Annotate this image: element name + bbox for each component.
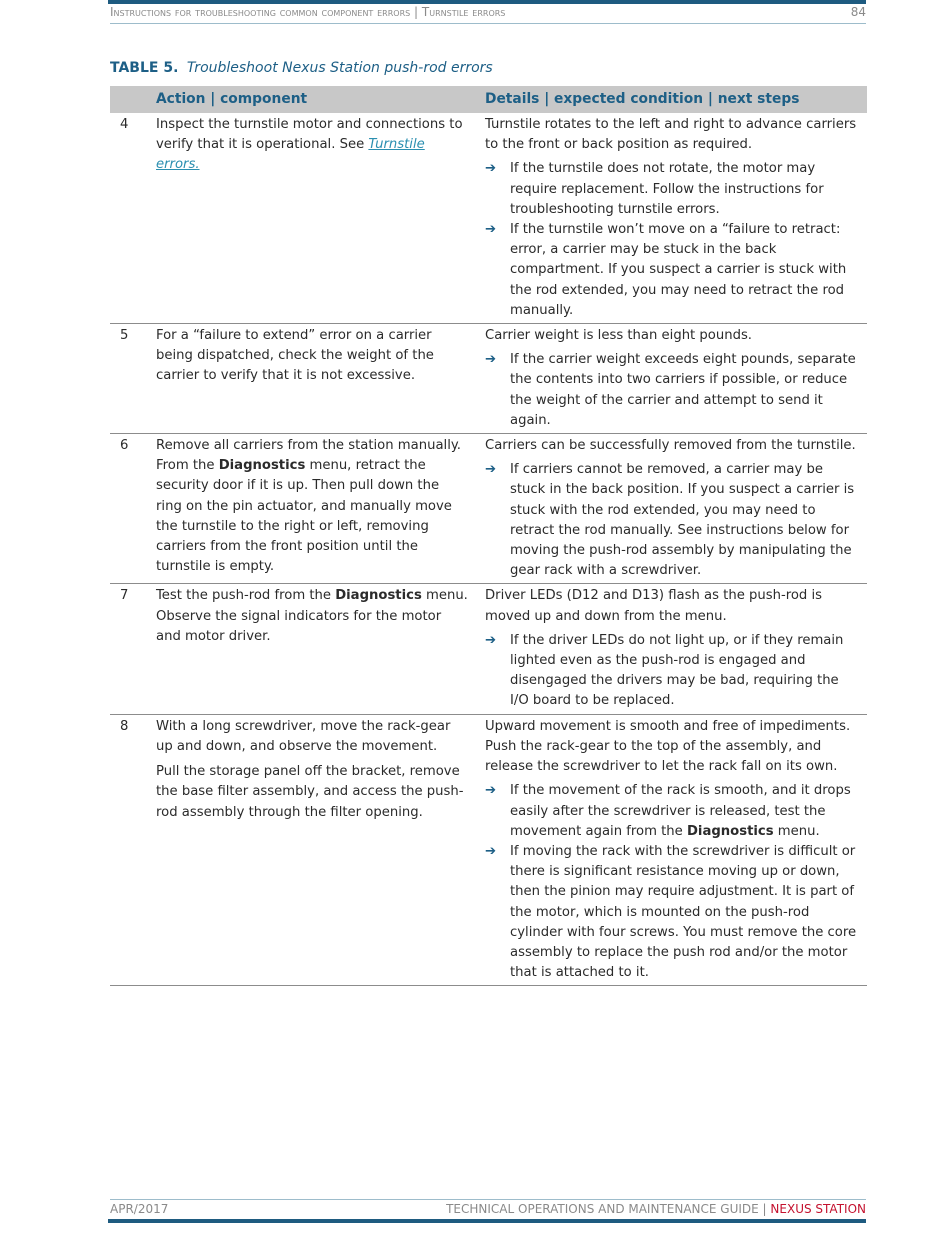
- action-text: Inspect the turnstile motor and connections to verify that it is operational. See Turnstile errors.: [156, 117, 463, 173]
- row-number: 4: [110, 113, 148, 324]
- list-item: ➔ If the turnstile does not rotate, the motor may require replacement. Follow the instructions for troubleshooting turnstile errors.: [485, 161, 824, 217]
- list-item: ➔ If the driver LEDs do not light up, or if they remain lighted even as the push-rod is engaged and disengaged the drivers may be bad, requiring the I/O board to be replaced.: [485, 632, 844, 709]
- expected-condition: Driver LEDs (D12 and D13) flash as the push-rod is moved up and down from the menu.: [485, 588, 823, 624]
- action-cell: [148, 324, 477, 434]
- next-steps: [485, 460, 859, 581]
- action-text: With a long screwdriver, move the rack-gear up and down, and observe the movement.: [156, 718, 451, 754]
- next-steps: [485, 631, 859, 712]
- row-number: 7: [110, 584, 148, 714]
- table-row: [110, 113, 867, 324]
- next-steps: [485, 350, 859, 431]
- footer-product: NEXUS STATION: [770, 1202, 866, 1216]
- header-details: Details | expected condition | next steps: [477, 86, 867, 113]
- list-item: ➔ If the turnstile won’t move on a “failure to retract: error, a carrier may be stuck in the back compartment. If you suspect a carrier is stuck with the rod extended, you may need to retract the rod manually.: [485, 222, 847, 318]
- diagnostics-term: Diagnostics: [686, 823, 774, 839]
- details-cell: [477, 434, 867, 584]
- expected-condition: Turnstile rotates to the left and right to advance carriers to the front or back position as required.: [485, 117, 857, 153]
- next-steps: [485, 159, 859, 321]
- troubleshoot-table: [110, 86, 867, 986]
- diagnostics-term: Diagnostics: [335, 588, 422, 604]
- bottom-rule: [108, 1219, 866, 1223]
- diagnostics-term: Diagnostics: [218, 458, 306, 474]
- turnstile-errors-link[interactable]: Turnstile errors.: [156, 137, 425, 173]
- table-row: [110, 434, 867, 584]
- action-text: For a “failure to extend” error on a carrier being dispatched, check the weight of the carrier to verify that it is not excessive.: [156, 328, 434, 384]
- row-number: 6: [110, 434, 148, 584]
- list-item: ➔ If the carrier weight exceeds eight pounds, separate the contents into two carriers if possible, or reduce the weight of the carrier and attempt to send it again.: [485, 352, 856, 428]
- header-action: Action | component: [148, 86, 477, 113]
- footer-guide: [446, 1202, 866, 1216]
- action-cell: [148, 434, 477, 584]
- table-header-row: [110, 86, 867, 113]
- right-arrow-icon: ➔: [485, 462, 497, 478]
- expected-condition: Carrier weight is less than eight pounds.: [485, 328, 753, 344]
- row-number: 8: [110, 714, 148, 986]
- right-arrow-icon: ➔: [485, 352, 497, 368]
- right-arrow-icon: ➔: [485, 161, 497, 177]
- header-num: [110, 86, 148, 113]
- right-arrow-icon: ➔: [485, 783, 497, 799]
- expected-condition: Carriers can be successfully removed from the turnstile.: [485, 438, 856, 454]
- right-arrow-icon: ➔: [485, 222, 497, 238]
- running-head-title: Instructions for troubleshooting common component errors | Turnstile errors: [110, 5, 506, 19]
- list-item: ➔ If moving the rack with the screwdriver is difficult or there is significant resistance moving up or down, then the pinion may require adjustment. It is part of the motor, which is mounted on the push-rod cylinder with four screws. You must remove the core assembly to replace the push rod and/or the motor that is attached to it.: [485, 843, 857, 981]
- right-arrow-icon: ➔: [485, 843, 497, 859]
- action-cell: [148, 584, 477, 714]
- page-number: 84: [850, 5, 866, 19]
- footer-date: APR/2017: [110, 1202, 169, 1216]
- running-head: [110, 5, 866, 24]
- details-cell: [477, 324, 867, 434]
- table-caption: [110, 60, 493, 76]
- next-steps: [485, 781, 859, 983]
- table-row: [110, 324, 867, 434]
- top-rule: [108, 0, 866, 4]
- footer-rule: [110, 1199, 866, 1200]
- action-cell: [148, 714, 477, 986]
- table-row: [110, 714, 867, 986]
- table-row: [110, 584, 867, 714]
- details-cell: [477, 584, 867, 714]
- table-title: Troubleshoot Nexus Station push-rod errors: [186, 60, 493, 76]
- expected-condition: Upward movement is smooth and free of impediments. Push the rack-gear to the top of the assembly, and release the screwdriver to let the rack fall on its own.: [485, 718, 851, 775]
- list-item: ➔ If carriers cannot be removed, a carrier may be stuck in the back position. If you suspect a carrier is stuck with the rod extended, you may need to retract the rod manually. See instructions below for moving the push-rod assembly by manipulating the gear rack with a screwdriver.: [485, 462, 855, 579]
- action-text-2: Pull the storage panel off the bracket, remove the base filter assembly, and access the push-rod assembly through the filter opening.: [156, 764, 464, 820]
- action-cell: [148, 113, 477, 324]
- footer-guide-title: TECHNICAL OPERATIONS AND MAINTENANCE GUIDE |: [446, 1202, 771, 1216]
- table-label: TABLE 5.: [110, 60, 179, 76]
- row-number: 5: [110, 324, 148, 434]
- action-text: Test the push-rod from the Diagnostics menu. Observe the signal indicators for the motor and motor driver.: [156, 588, 468, 644]
- list-item: ➔ If the movement of the rack is smooth, and it drops easily after the screwdriver is released, test the movement again from the Diagnostics menu.: [485, 783, 851, 839]
- details-cell: [477, 113, 867, 324]
- action-text: Remove all carriers from the station manually. From the Diagnostics menu, retract the security door if it is up. Then pull down the ring on the pin actuator, and manually move the turnstile to the right or left, removing carriers from the front position until the turnstile is empty.: [156, 438, 461, 575]
- right-arrow-icon: ➔: [485, 632, 497, 648]
- details-cell: [477, 714, 867, 986]
